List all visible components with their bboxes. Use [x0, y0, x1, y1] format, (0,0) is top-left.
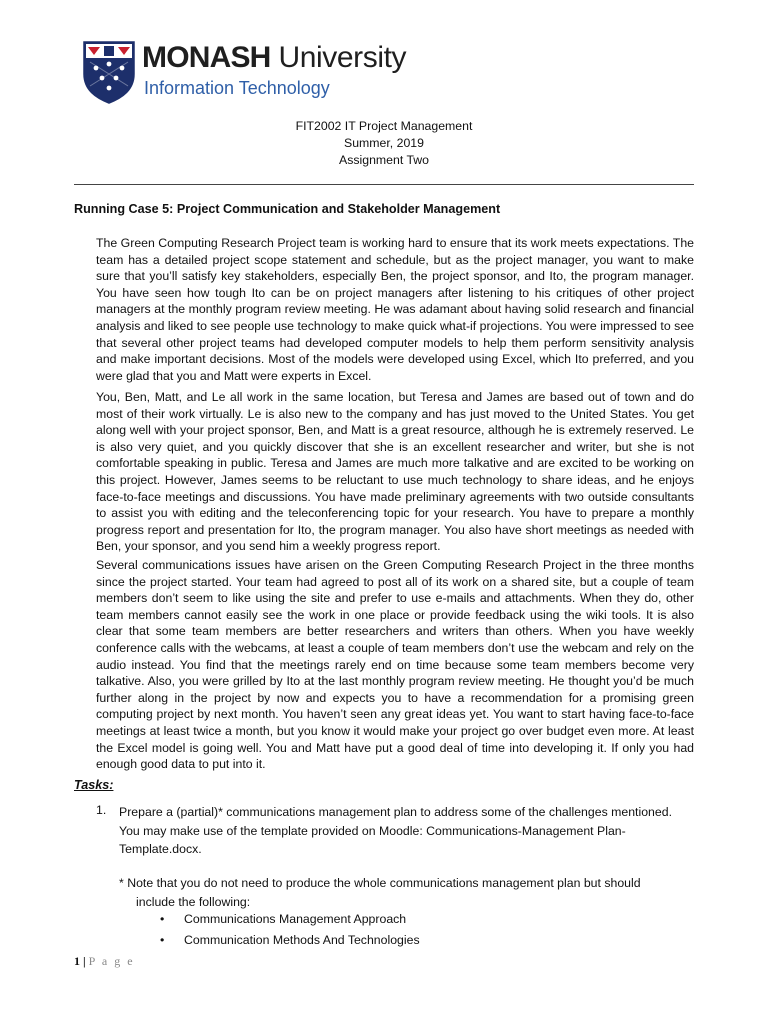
logo-faculty-name: Information Technology — [144, 78, 330, 98]
footer-separator: | — [80, 954, 89, 968]
course-title: FIT2002 IT Project Management — [295, 119, 473, 133]
case-title: Running Case 5: Project Communication and Stakeholder Management — [74, 202, 501, 216]
university-logo — [82, 38, 407, 108]
bullet-marker: • — [160, 933, 165, 947]
header-divider — [74, 184, 694, 185]
task-note — [119, 874, 694, 911]
paragraph-2: You, Ben, Matt, and Le all work in the same location, but Teresa and James are based out of town and do most of their work virtually. Le is also new to the company and has just moved to the United States. You get along well with your project sponsor, Ben, and Matt is a great resource, although he is extremely reserved. Le is also very quiet, and you quickly discover that she is an excellent researcher and writer, but she is not comfortable speaking in public. Teresa and James are much more talkative and are excited to be working on this project. However, James seems to be reluctant to use much technology to share ideas, and he enjoys face-to-face meetings and discussions. You have made preliminary agreements with two outside consultants to assist you with editing and the teleconferencing topic for your research. You have to prepare a monthly progress report and presentation for Ito, the program manager. You also have short meetings as needed with Ben, your sponsor, and you send him a weekly progress report. — [96, 390, 694, 554]
assignment-title: Assignment Two — [339, 153, 429, 167]
page-footer — [74, 954, 135, 969]
university-crest-icon — [82, 40, 136, 104]
bullet-item-2: Communication Methods And Technologies — [184, 933, 420, 947]
document-header — [0, 118, 768, 169]
bullet-item-1: Communications Management Approach — [184, 912, 407, 926]
task-number: 1. — [96, 803, 107, 817]
tasks-heading: Tasks: — [74, 778, 114, 792]
task-note-continuation: include the following: — [136, 894, 251, 909]
task-note-line: * Note that you do not need to produce the whole communications management plan but should — [119, 876, 641, 890]
page-number: 1 — [74, 954, 80, 968]
task-item-1: Prepare a (partial)* communications management plan to address some of the challenges mentioned. You may make use of the template provided on Moodle: Communications-Management Plan-Template.docx. — [119, 805, 672, 856]
term: Summer, 2019 — [344, 136, 424, 150]
page-label: P a g e — [88, 954, 135, 968]
bullet-marker: • — [160, 912, 165, 926]
logo-wordmark: MONASH University — [142, 41, 407, 74]
paragraph-1: The Green Computing Research Project team is working hard to ensure that its work meets expectations. The team has a detailed project scope statement and schedule, but as the project manager, you want to make sure that you’ll satisfy key stakeholders, especially Ben, the project sponsor, and Ito, the program manager. You have seen how tough Ito can be on project managers after listening to his critiques of other project managers at the monthly program review meeting. He was adamant about having solid research and financial analysis and liked to see people use technology to make quick what-if projections. You were impressed to see that several other project teams had developed computer models to help them perform sensitivity analysis and make important decisions. Most of the models were developed using Excel, which Ito preferred, and you were glad that you and Matt were experts in Excel. — [96, 236, 694, 383]
paragraph-3: Several communications issues have arisen on the Green Computing Research Project in the three months since the project started. Your team had agreed to post all of its work on a shared site, but a couple of team members don’t seem to like using the site and prefer to use e-mails and attachments. When they do, other team members cannot easily see the work in one place or provide feedback using the wiki tools. It is also clear that some team members are better researchers and writers than others. When you have weekly conference calls with the webcams, at least a couple of team members don’t use the webcam and rely on the audio instead. You find that the meetings rarely end on time because some team members become very talkative. Also, you were grilled by Ito at the last monthly program review meeting. He thought you’d be much further along in the project by now and expects you to have a recommendation for a promising green computing project by next month. You haven’t seen any great ideas yet. You want to start having face-to-face meetings at least twice a month, but you know it would make your project go over budget even more. At least the Excel model is going well. You and Matt have put a good deal of time into developing it. If only you had enough good data to put into it. — [96, 558, 694, 772]
